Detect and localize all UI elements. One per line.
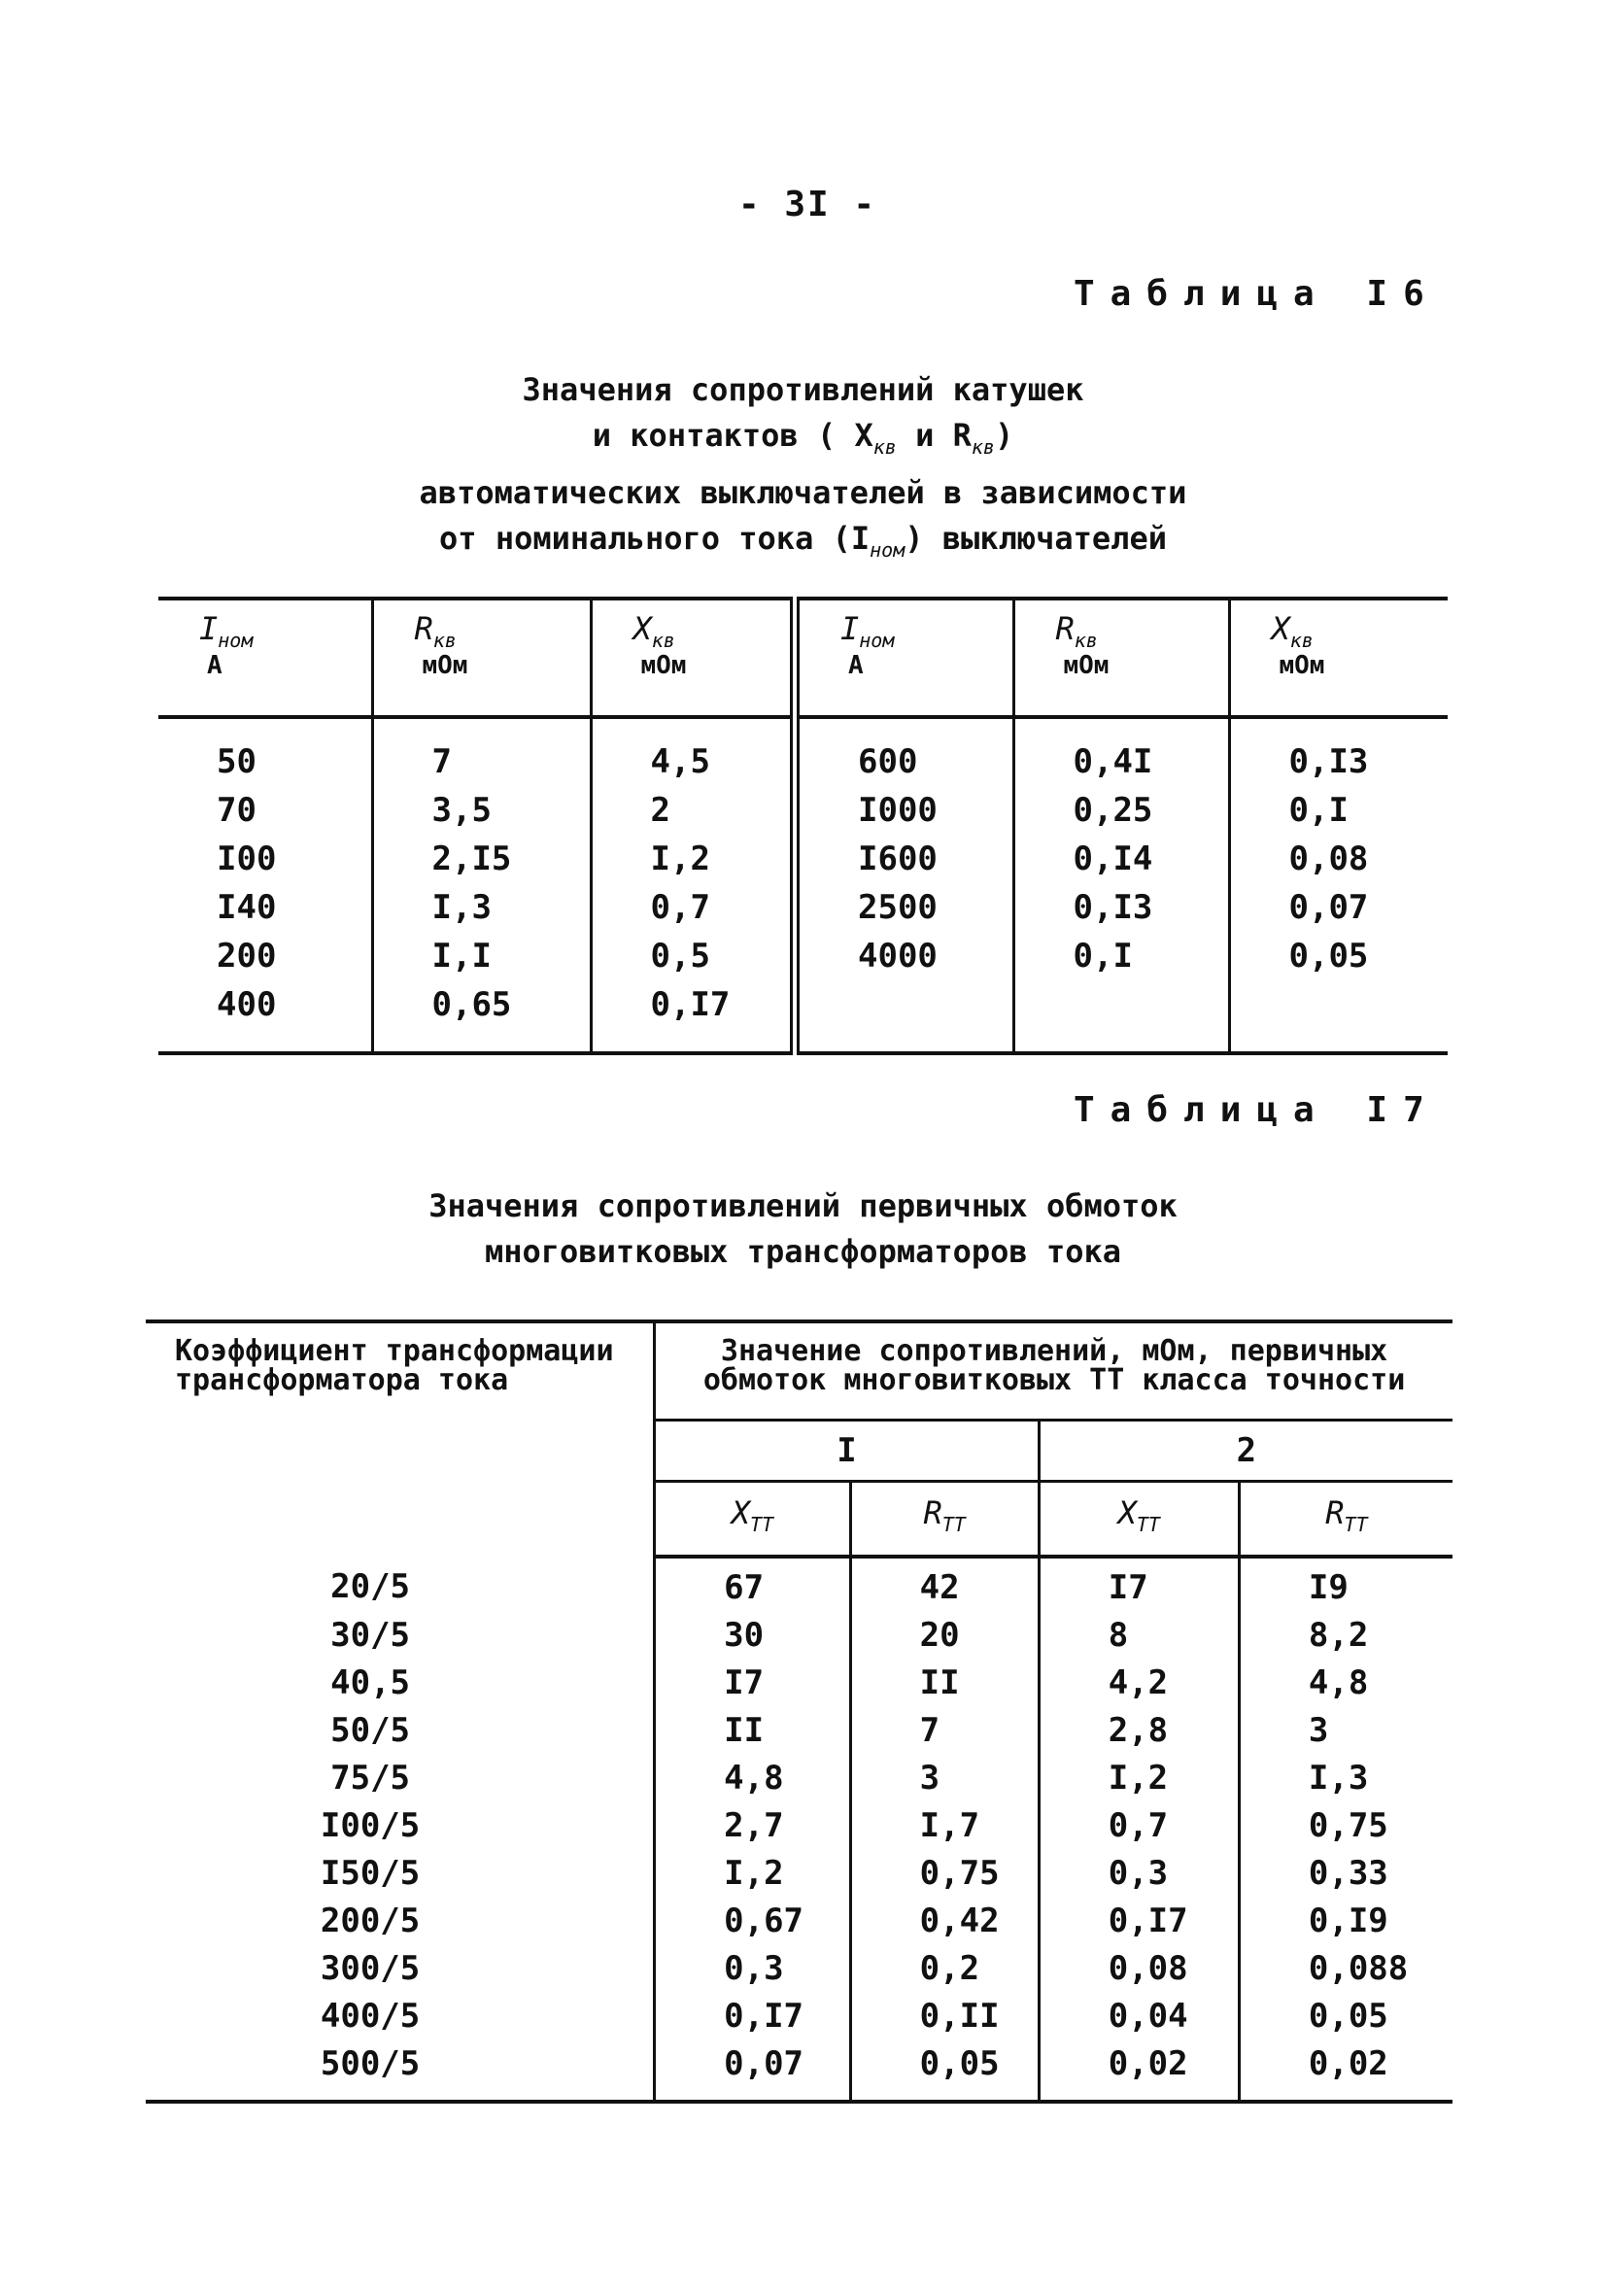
table16-cell: 0,4I [1013, 717, 1229, 785]
table17-cell: 0,75 [850, 1850, 1039, 1898]
table16-cell: 0,07 [1229, 882, 1448, 931]
table16-header-cell [1013, 599, 1229, 717]
table17-cell: 0,088 [1308, 1949, 1409, 1988]
table17-cell: 8 [1039, 1612, 1239, 1660]
table16-cell: I,2 [591, 834, 795, 882]
table16-header-cell [591, 599, 795, 717]
table17 [146, 1319, 1452, 2104]
table16-cell [1229, 979, 1448, 1053]
table16-cell: 200 [217, 937, 277, 976]
table17-symbol-cell: $X_{ТТ}$ [655, 1482, 851, 1558]
table17-cell: I,7 [850, 1802, 1039, 1850]
table16-cell: I40 [217, 888, 277, 927]
table16-cell: 7 [372, 717, 591, 785]
table16-cell: I,I [372, 931, 591, 979]
table17-cell: 42 [850, 1557, 1039, 1612]
table17-cell: 0,02 [1308, 2044, 1388, 2083]
table16-cell: 2 [591, 785, 795, 834]
table17-cell: 200/5 [146, 1898, 655, 1945]
table17-cell: II [655, 1707, 851, 1755]
table17-cell: 4,8 [655, 1755, 851, 1802]
table17-cell: 0,04 [1039, 1993, 1239, 2040]
table17-cell: 2,8 [1039, 1707, 1239, 1755]
table17-class-1: I [655, 1421, 1040, 1482]
table17-cell: 20/5 [146, 1557, 655, 1612]
table16-body [158, 717, 1448, 1053]
table16-header-cell [158, 599, 372, 717]
table17-cell: 300/5 [146, 1945, 655, 1993]
table17-cell: I00/5 [146, 1802, 655, 1850]
header-symbol: $I_{ном}$ [199, 610, 254, 652]
table17-symbol-cell: $R_{ТТ}$ [1239, 1482, 1452, 1558]
table17-cell: 8,2 [1308, 1616, 1369, 1655]
table17-row [146, 1993, 1452, 2040]
table17-row [146, 1707, 1452, 1755]
table16-label: Таблица I6 [1074, 274, 1440, 314]
table17-cell: 7 [850, 1707, 1039, 1755]
table16-row [158, 931, 1448, 979]
table17-cell: 400/5 [146, 1993, 655, 2040]
table16-cell: I,3 [372, 882, 591, 931]
table17-header-values: Значение сопротивлений, мОм, первичных обмоток многовитковых ТТ класса точности [655, 1321, 1452, 1421]
table16-cell: 70 [217, 791, 256, 830]
header-symbol: $X_{кв}$ [1271, 610, 1314, 652]
table17-cell: I,2 [1039, 1755, 1239, 1802]
table16-cell: 0,08 [1229, 834, 1448, 882]
table17-row [146, 1557, 1452, 1612]
table16-cell: I600 [795, 834, 1013, 882]
table16-cell: 0,I [1013, 931, 1229, 979]
table17-cell: 0,I7 [1039, 1898, 1239, 1945]
table16-row [158, 979, 1448, 1053]
table17-cell: 3 [850, 1755, 1039, 1802]
header-symbol: $X_{кв}$ [632, 610, 675, 652]
table16-cell: 4000 [795, 931, 1013, 979]
table16-cell [1013, 979, 1229, 1053]
table16-cell: 0,05 [1229, 931, 1448, 979]
table17-label: Таблица I7 [1074, 1090, 1440, 1130]
table17-cell: 0,75 [1308, 1806, 1388, 1845]
table17-cell: I7 [1039, 1557, 1239, 1612]
table17-row [146, 2040, 1452, 2102]
table16-cell: 2,I5 [372, 834, 591, 882]
table16-cell: 0,I3 [1229, 717, 1448, 785]
table16-cell: 0,I3 [1013, 882, 1229, 931]
caption-line: Значения сопротивлений первичных обмоток [428, 1187, 1178, 1224]
table17-cell: 30 [655, 1612, 851, 1660]
table17-cell: 67 [655, 1557, 851, 1612]
table16-cell: 600 [795, 717, 1013, 785]
table17-cell: 500/5 [146, 2040, 655, 2102]
caption-line: многовитковых трансформаторов тока [484, 1233, 1122, 1270]
table17-cell: 50/5 [146, 1707, 655, 1755]
table17-cell: 2,7 [655, 1802, 851, 1850]
table16-cell: I00 [217, 840, 277, 878]
header-unit: А [207, 651, 222, 680]
table17-cell: 0,7 [1039, 1802, 1239, 1850]
table17-cell: 30/5 [146, 1612, 655, 1660]
table17-cell: 40,5 [146, 1660, 655, 1707]
caption-line: Значения сопротивлений катушек [522, 371, 1084, 408]
caption-line: автоматических выключателей в зависимости [419, 474, 1187, 511]
table16-cell: 4,5 [591, 717, 795, 785]
table17-symbol-cell: $X_{ТТ}$ [1039, 1482, 1239, 1558]
table16-cell: 0,7 [591, 882, 795, 931]
table16-header-cell [372, 599, 591, 717]
table17-cell: 0,07 [655, 2040, 851, 2102]
table16-cell: 2500 [795, 882, 1013, 931]
table17-cell: I7 [655, 1660, 851, 1707]
header-symbol: $R_{кв}$ [414, 610, 457, 652]
table17-cell: 0,67 [655, 1898, 851, 1945]
table17-cell: 0,3 [1039, 1850, 1239, 1898]
table16-cell: 0,5 [591, 931, 795, 979]
table16-row [158, 717, 1448, 785]
caption-line: и контактов ( $X_{кв}$ и $R_{кв}$) [592, 417, 1014, 459]
table16-cell: 0,25 [1013, 785, 1229, 834]
table17-cell: 0,05 [1308, 1997, 1388, 2036]
table16-cell: 0,I7 [591, 979, 795, 1053]
page-number: - 3I - [738, 185, 877, 224]
table17-cell: I,2 [655, 1850, 851, 1898]
table17-body [146, 1557, 1452, 2102]
table17-cell: 20 [850, 1612, 1039, 1660]
table17-row [146, 1660, 1452, 1707]
table17-class-2: 2 [1039, 1421, 1452, 1482]
table16-cell: 0,I4 [1013, 834, 1229, 882]
table16-caption [0, 367, 1606, 573]
table16-cell [795, 979, 1013, 1053]
table17-cell: I9 [1308, 1568, 1349, 1607]
table17-cell: 4,2 [1039, 1660, 1239, 1707]
header-unit: А [848, 651, 864, 680]
header-unit: мОм [422, 651, 468, 680]
table17-row [146, 1612, 1452, 1660]
table17-cell: 0,I7 [655, 1993, 851, 2040]
table16-cell: 50 [217, 742, 256, 781]
table17-cell: I50/5 [146, 1850, 655, 1898]
header-symbol: $I_{ном}$ [840, 610, 895, 652]
table16-header-cell [1229, 599, 1448, 717]
table17-cell: II [850, 1660, 1039, 1707]
table16-cell: 0,65 [372, 979, 591, 1053]
table17-row [146, 1802, 1452, 1850]
table17-cell: 0,08 [1039, 1945, 1239, 1993]
table17-row [146, 1945, 1452, 1993]
table17-cell: 0,I9 [1308, 1902, 1388, 1940]
header-unit: мОм [1279, 651, 1325, 680]
table16-cell: I000 [795, 785, 1013, 834]
table17-caption [0, 1183, 1606, 1275]
table17-cell: 0,2 [850, 1945, 1039, 1993]
table17-cell: I,3 [1308, 1759, 1369, 1798]
header-symbol: $R_{кв}$ [1055, 610, 1098, 652]
table17-cell: 0,33 [1308, 1854, 1388, 1893]
table17-symbol-cell: $R_{ТТ}$ [850, 1482, 1039, 1558]
table17-cell: 0,42 [850, 1898, 1039, 1945]
caption-line: от номинального тока $(I_{ном})$ выключателей [439, 520, 1167, 562]
table17-header-ratio: Коэффициент трансформации трансформатора тока [146, 1321, 655, 1557]
header-unit: мОм [1063, 651, 1110, 680]
table17-row [146, 1850, 1452, 1898]
table17-cell: 4,8 [1308, 1663, 1369, 1702]
table16-row [158, 785, 1448, 834]
table16-cell: 3,5 [372, 785, 591, 834]
table17-cell: 0,05 [850, 2040, 1039, 2102]
table16-cell: 400 [217, 985, 277, 1024]
table17-cell: 75/5 [146, 1755, 655, 1802]
table17-cell: 3 [1308, 1711, 1329, 1750]
table16-header-cell [795, 599, 1013, 717]
table16-cell: 0,I [1229, 785, 1448, 834]
table16-row [158, 834, 1448, 882]
table17-row [146, 1755, 1452, 1802]
table17-cell: 0,II [850, 1993, 1039, 2040]
table17-cell: 0,3 [655, 1945, 851, 1993]
table16-header-row [158, 599, 1448, 717]
table16 [158, 597, 1448, 1055]
table16-row [158, 882, 1448, 931]
table17-cell: 0,02 [1039, 2040, 1239, 2102]
header-unit: мОм [640, 651, 687, 680]
table17-row [146, 1898, 1452, 1945]
